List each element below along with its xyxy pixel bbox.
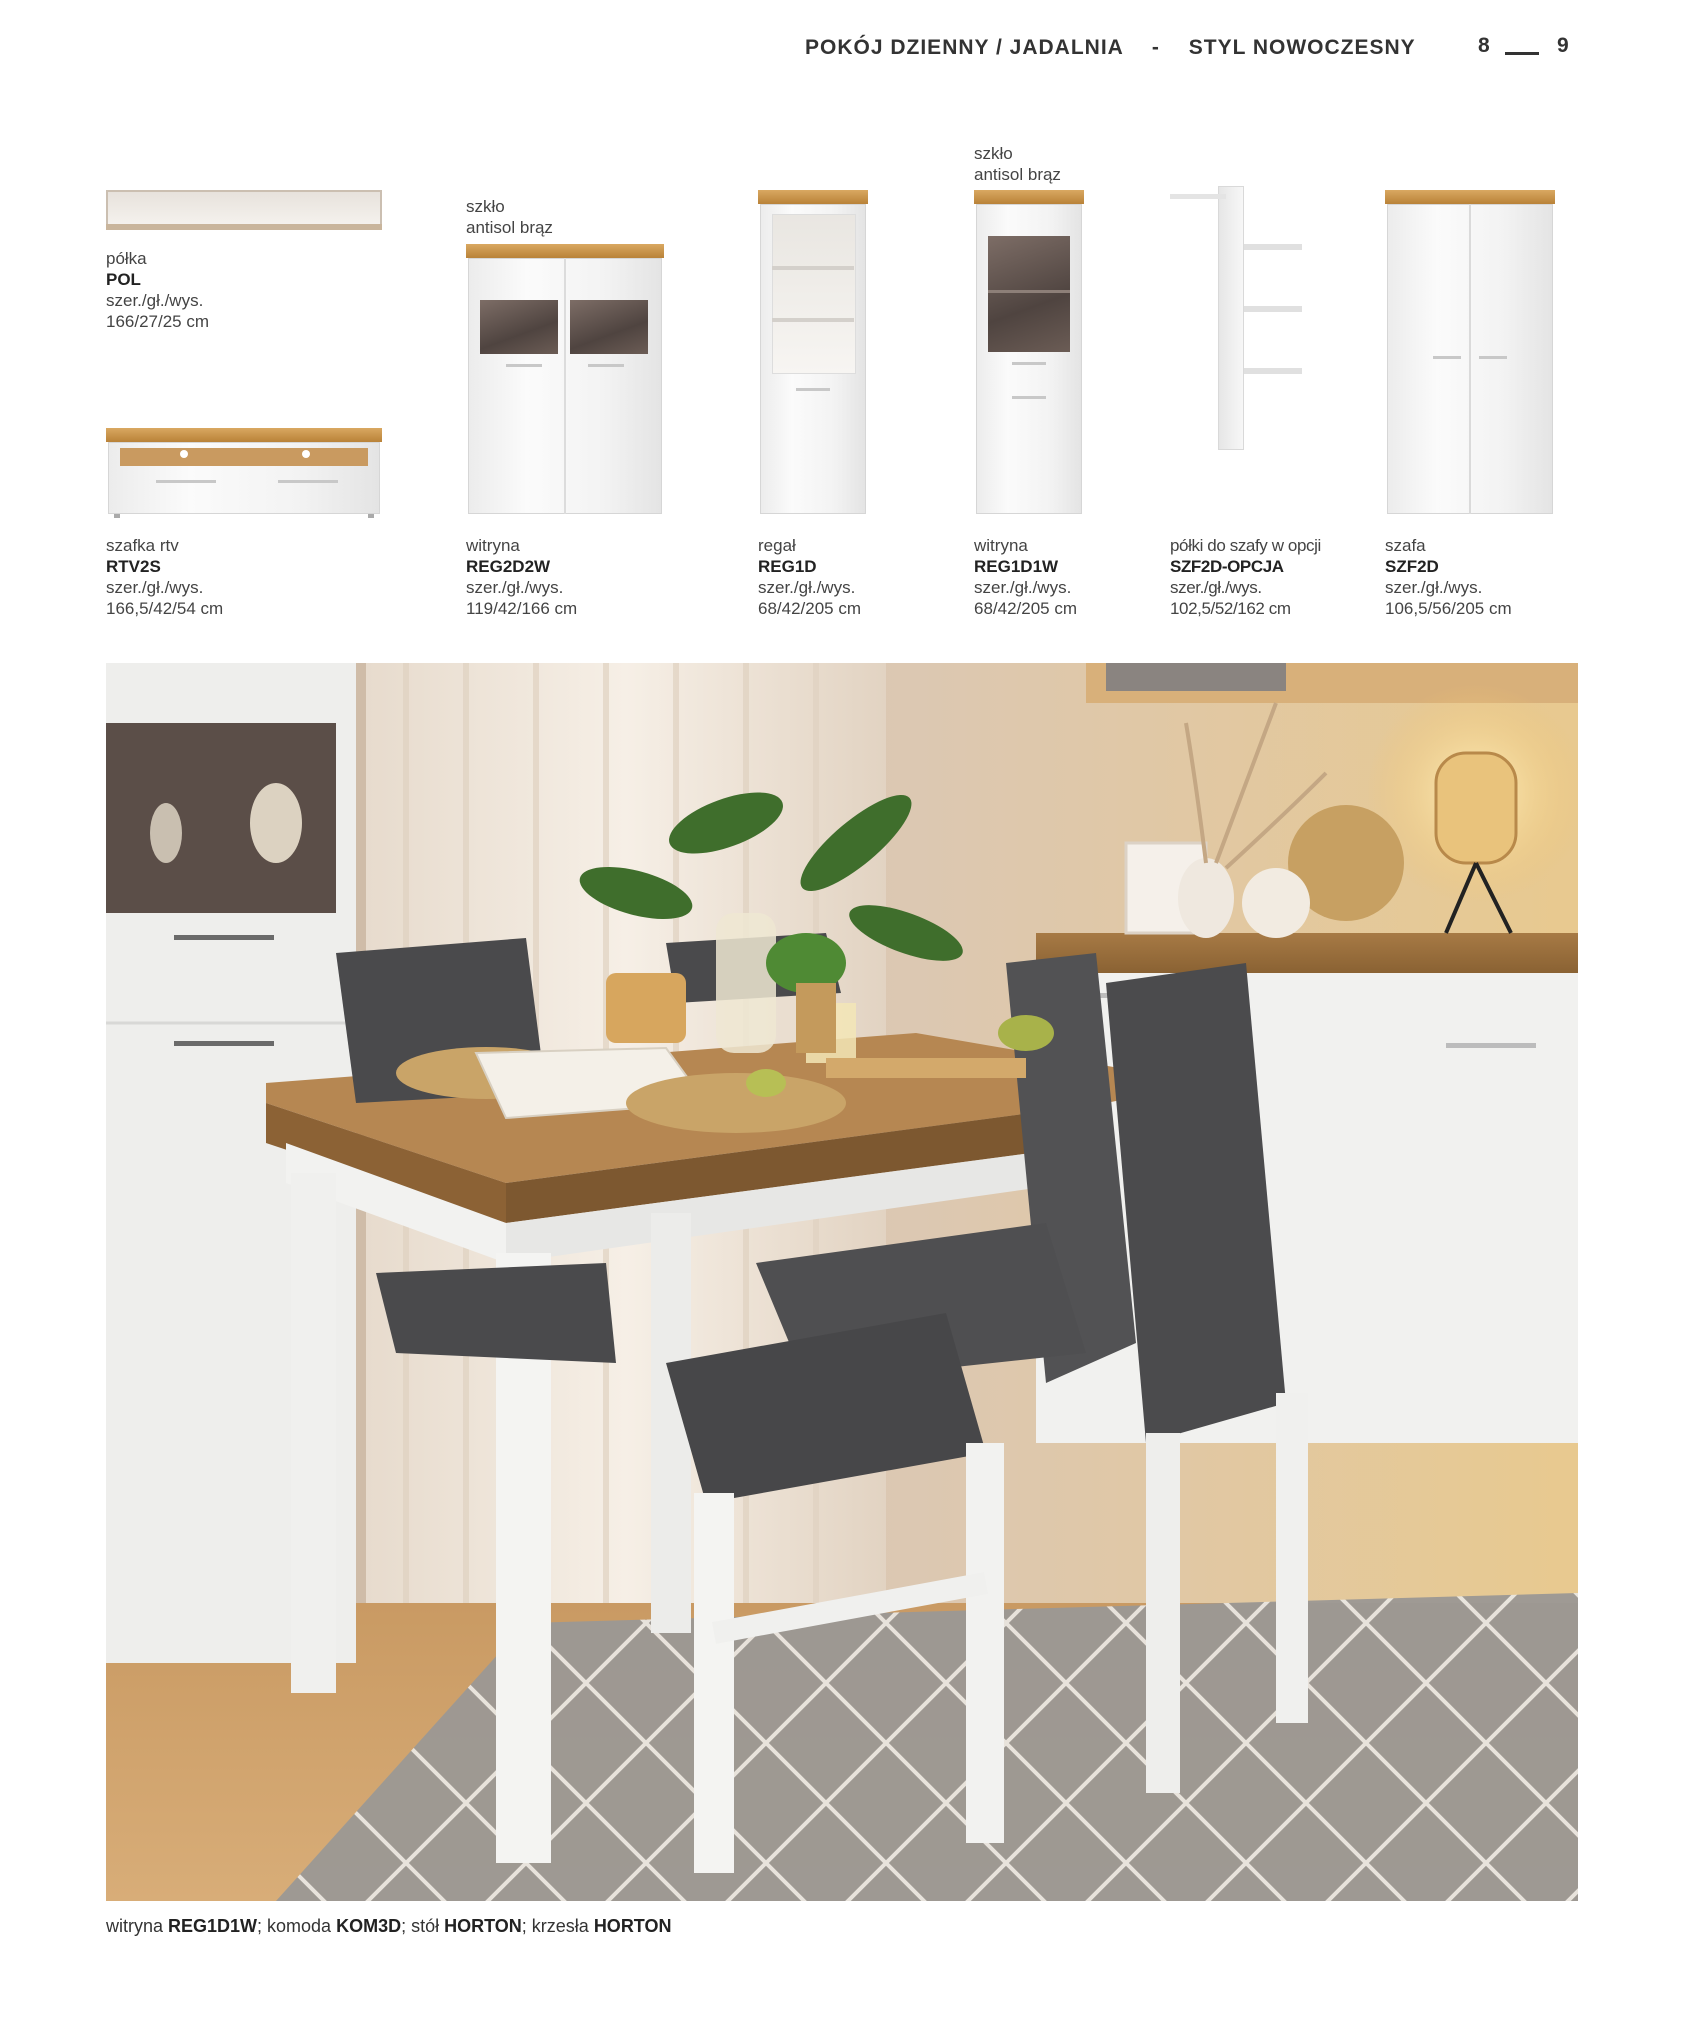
product-dims: 106,5/56/205 cm <box>1385 599 1512 618</box>
caption-product-code: KOM3D <box>336 1916 402 1936</box>
product-code: REG1D <box>758 557 817 576</box>
product-reg2d2w <box>466 535 577 619</box>
product-dims-label: szer./gł./wys. <box>106 291 204 310</box>
product-dims-label: szer./gł./wys. <box>1385 578 1483 597</box>
product-dims: 68/42/205 cm <box>974 599 1078 618</box>
header-separator: - <box>1151 36 1160 59</box>
product-reg1d <box>758 535 861 619</box>
product-type: półka <box>106 249 147 268</box>
caption-product-code: HORTON <box>444 1916 522 1936</box>
dining-room-photo <box>106 663 1578 1901</box>
product-type: witryna <box>974 536 1028 555</box>
product-code: SZF2D <box>1385 557 1439 576</box>
style-name: STYL NOWOCZESNY <box>1188 36 1416 59</box>
product-code: RTV2S <box>106 557 161 576</box>
tv-cabinet-rtv2s-image <box>106 428 382 518</box>
section-name: POKÓJ DZIENNY / JADALNIA <box>805 36 1124 59</box>
shelf-pol-image <box>106 190 382 230</box>
product-code: POL <box>106 270 141 289</box>
product-dims: 68/42/205 cm <box>758 599 862 618</box>
bookcase-reg1d-image <box>758 190 868 518</box>
caption-product-code: REG1D1W <box>168 1916 258 1936</box>
page-number-dash <box>1505 52 1539 55</box>
product-szf2d <box>1385 535 1512 619</box>
product-dims: 166,5/42/54 cm <box>106 599 224 618</box>
display-cabinet-reg1d1w-image <box>974 190 1084 518</box>
caption-part: ; stół <box>401 1916 445 1936</box>
product-code: SZF2D-OPCJA <box>1170 557 1284 576</box>
product-dims-label: szer./gł./wys. <box>1170 578 1262 597</box>
product-code: REG2D2W <box>466 557 551 576</box>
product-type: półki do szafy w opcji <box>1170 536 1321 555</box>
photo-caption <box>106 1916 671 1937</box>
glass-note-line2: antisol brąz <box>974 165 1061 184</box>
product-dims-label: szer./gł./wys. <box>106 578 204 597</box>
glass-note-line1: szkło <box>974 144 1013 163</box>
glass-note-line1: szkło <box>466 197 505 216</box>
glass-note-reg1d1w <box>974 143 1061 185</box>
product-dims: 119/42/166 cm <box>466 599 578 618</box>
caption-product-code: HORTON <box>593 1916 672 1936</box>
wardrobe-szf2d-image <box>1385 190 1555 518</box>
product-szf2d-opcja <box>1170 535 1321 619</box>
product-dims: 166/27/25 cm <box>106 312 210 331</box>
page-number-left: 8 <box>1478 34 1490 57</box>
product-type: szafa <box>1385 536 1426 555</box>
display-cabinet-reg2d2w-image <box>466 244 664 518</box>
glass-note-line2: antisol brąz <box>466 218 553 237</box>
caption-part: ; krzesła <box>521 1916 594 1936</box>
product-code: REG1D1W <box>974 557 1059 576</box>
wardrobe-shelves-szf2d-opcja-image <box>1170 186 1310 450</box>
product-reg1d1w <box>974 535 1077 619</box>
page-number-right: 9 <box>1557 34 1569 57</box>
product-dims-label: szer./gł./wys. <box>466 578 564 597</box>
product-type: regał <box>758 536 796 555</box>
product-type: szafka rtv <box>106 536 179 555</box>
product-dims-label: szer./gł./wys. <box>974 578 1072 597</box>
product-dims: 102,5/52/162 cm <box>1170 599 1291 618</box>
caption-part: ; komoda <box>257 1916 337 1936</box>
glass-note-reg2d2w <box>466 196 553 238</box>
product-rtv2s <box>106 535 223 619</box>
product-type: witryna <box>466 536 520 555</box>
product-pol <box>106 248 209 332</box>
product-dims-label: szer./gł./wys. <box>758 578 856 597</box>
section-title <box>805 36 1416 60</box>
caption-part: witryna <box>106 1916 169 1936</box>
